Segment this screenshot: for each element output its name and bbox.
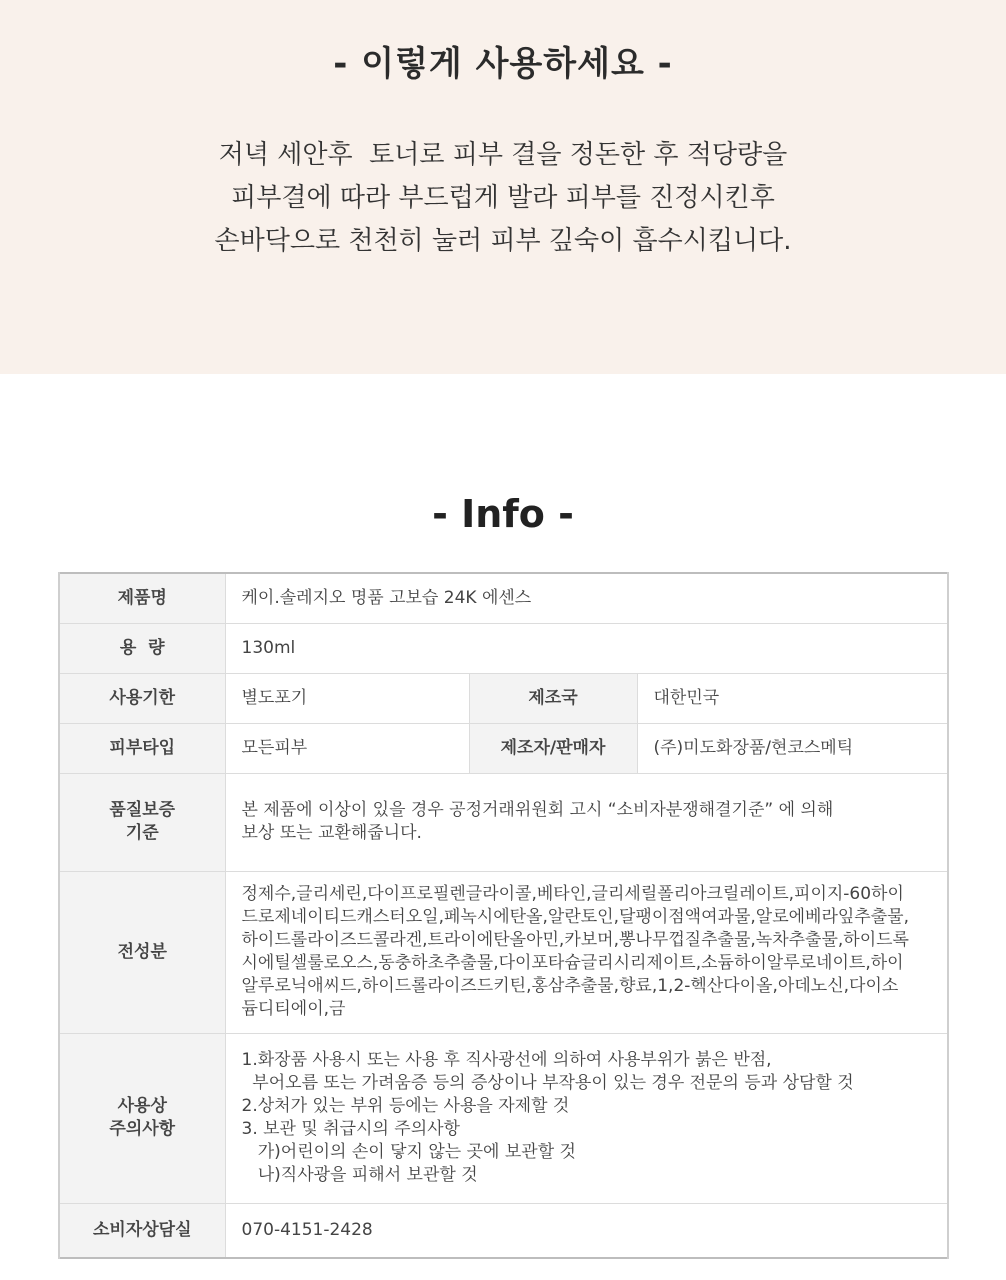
consumer-center-phone: 070-4151-2428 [225,1203,948,1258]
expiry-label: 사용기한 [59,673,225,723]
usage-line: 손바닥으로 천천히 눌러 피부 깊숙이 흡수시킵니다. [214,226,792,256]
table-row [59,871,948,1033]
ingredients-line: 시에틸셀룰로오스,동충하초추출물,다이포타슘글리시리제이트,소듐하이알루로네이트,하이 [241,953,904,973]
precautions-label-line: 사용상 [117,1096,167,1116]
skin-type-value: 모든피부 [225,723,469,773]
table-row [59,1033,948,1203]
ingredients-line: 정제수,글리세린,다이프로필렌글라이콜,베타인,글리세릴폴리아크릴레이트,피이지-60하이 [241,884,904,904]
usage-line: 저녁 세안후 토너로 피부 결을 정돈한 후 적당량을 [218,140,788,170]
ingredients-label: 전성분 [59,871,225,1033]
expiry-value: 별도포기 [225,673,469,723]
table-row [59,1203,948,1258]
ingredients-value [225,871,948,1033]
usage-title: - 이렇게 사용하세요 - [333,44,673,84]
skin-type-label: 피부타입 [59,723,225,773]
usage-line: 피부결에 따라 부드럽게 발라 피부를 진정시킨후 [231,183,775,213]
country-value: 대한민국 [637,673,948,723]
precautions-line: 나)직사광을 피해서 보관할 것 [241,1165,478,1185]
usage-description [0,134,1006,263]
info-table [58,572,949,1259]
precautions-line: 부어오름 또는 가려움증 등의 증상이나 부작용이 있는 경우 전문의 등과 상담할 것 [241,1073,854,1093]
ingredients-line: 듐디티에이,금 [241,999,346,1019]
precautions-line: 3. 보관 및 취급시의 주의사항 [241,1119,460,1139]
precautions-value [225,1033,948,1203]
volume-value: 130ml [225,623,948,673]
ingredients-line: 드로제네이티드캐스터오일,페녹시에탄올,알란토인,달팽이점액여과물,알로에베라잎추출물, [241,907,909,927]
consumer-center-label: 소비자상담실 [59,1203,225,1258]
quality-value-line: 본 제품에 이상이 있을 경우 공정거래위원회 고시 “소비자분쟁해결기준” 에 의해 [241,800,834,820]
precautions-label [59,1033,225,1203]
maker-label: 제조자/판매자 [469,723,637,773]
quality-label [59,773,225,871]
table-row [59,773,948,871]
info-title: - Info - [432,492,574,536]
table-row [59,673,948,723]
precautions-label-line: 주의사항 [109,1119,176,1139]
ingredients-line: 하이드롤라이즈드콜라겐,트라이에탄올아민,카보머,뽕나무껍질추출물,녹차추출물,하이드록 [241,930,909,950]
quality-value-line: 보상 또는 교환해줍니다. [241,823,422,843]
country-label: 제조국 [469,673,637,723]
quality-value [225,773,948,871]
volume-label: 용 량 [59,623,225,673]
maker-value: (주)미도화장품/현코스메틱 [637,723,948,773]
table-row [59,573,948,623]
quality-label-line: 품질보증 [109,800,176,820]
table-row [59,723,948,773]
quality-label-line: 기준 [125,823,159,843]
precautions-line: 1.화장품 사용시 또는 사용 후 직사광선에 의하여 사용부위가 붉은 반점, [241,1050,772,1070]
usage-section [0,0,1006,374]
table-row [59,623,948,673]
product-name-label: 제품명 [59,573,225,623]
precautions-line: 2.상처가 있는 부위 등에는 사용을 자제할 것 [241,1096,570,1116]
ingredients-line: 알루로닉애씨드,하이드롤라이즈드키틴,홍삼추출물,향료,1,2-헥산다이올,아데노신,다이소 [241,976,899,996]
product-name-value: 케이.솔레지오 명품 고보습 24K 에센스 [225,573,948,623]
precautions-line: 가)어린이의 손이 닿지 않는 곳에 보관할 것 [241,1142,576,1162]
